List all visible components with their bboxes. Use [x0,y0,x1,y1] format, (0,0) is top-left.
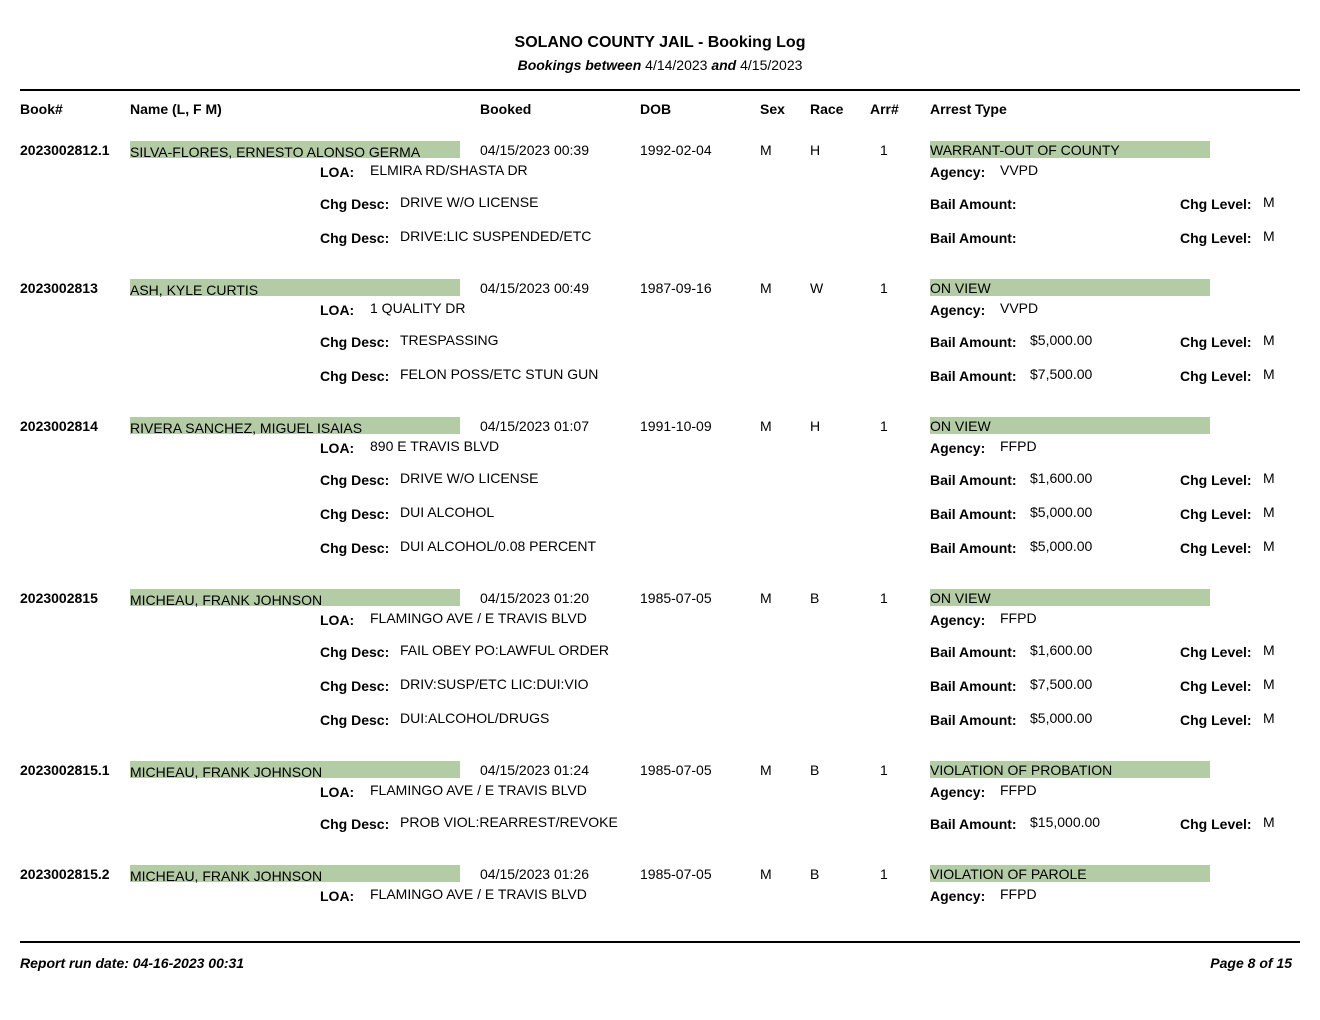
loa-value: FLAMINGO AVE / E TRAVIS BLVD [370,886,587,902]
bail-amount-label: Bail Amount: [930,196,1017,212]
race-value: B [810,866,820,882]
chg-level-label: Chg Level: [1180,816,1252,832]
agency-value: FFPD [1000,782,1037,798]
agency-label: Agency: [930,784,986,800]
agency-label: Agency: [930,302,986,318]
arrest-type: ON VIEW [930,418,991,434]
arrest-type: ON VIEW [930,280,991,296]
chg-level-value: M [1263,814,1275,830]
arrest-count: 1 [880,762,888,778]
bail-amount-label: Bail Amount: [930,540,1017,556]
sex-value: M [760,866,772,882]
arrest-count: 1 [880,590,888,606]
booking-record [0,590,1320,728]
booking-number: 2023002815.1 [20,762,110,778]
race-value: B [810,762,820,778]
page-number: Page 8 of 15 [1210,955,1292,971]
booking-record [0,418,1320,556]
sex-value: M [760,280,772,296]
chg-desc-value: DRIVE W/O LICENSE [400,194,539,210]
arrest-count: 1 [880,418,888,434]
sex-value: M [760,762,772,778]
loa-label: LOA: [320,302,355,318]
chg-desc-label: Chg Desc: [320,540,390,556]
bail-amount-label: Bail Amount: [930,334,1017,350]
bail-amount-value: $5,000.00 [1030,504,1093,520]
chg-level-value: M [1263,504,1275,520]
agency-value: FFPD [1000,886,1037,902]
bail-amount-value: $1,600.00 [1030,642,1093,658]
chg-level-value: M [1263,470,1275,486]
loa-value: 890 E TRAVIS BLVD [370,438,500,454]
chg-desc-label: Chg Desc: [320,230,390,246]
bail-amount-value: $15,000.00 [1030,814,1101,830]
chg-desc-value: FELON POSS/ETC STUN GUN [400,366,599,382]
loa-label: LOA: [320,888,355,904]
date-of-birth: 1985-07-05 [640,590,712,606]
subtitle-prefix: Bookings between [517,57,642,73]
bail-amount-value: $7,500.00 [1030,676,1093,692]
loa-label: LOA: [320,440,355,456]
loa-value: FLAMINGO AVE / E TRAVIS BLVD [370,610,587,626]
booking-number: 2023002812.1 [20,142,110,158]
inmate-name: SILVA-FLORES, ERNESTO ALONSO GERMA [130,144,421,160]
booked-datetime: 04/15/2023 01:20 [480,590,589,606]
chg-desc-label: Chg Desc: [320,712,390,728]
chg-desc-value: PROB VIOL:REARREST/REVOKE [400,814,618,830]
bail-amount-value: $5,000.00 [1030,538,1093,554]
chg-level-label: Chg Level: [1180,334,1252,350]
agency-label: Agency: [930,440,986,456]
chg-desc-value: DUI:ALCOHOL/DRUGS [400,710,550,726]
bail-amount-label: Bail Amount: [930,712,1017,728]
chg-desc-value: FAIL OBEY PO:LAWFUL ORDER [400,642,610,658]
bail-amount-label: Bail Amount: [930,368,1017,384]
chg-desc-value: DUI ALCOHOL [400,504,495,520]
sex-value: M [760,142,772,158]
col-header-sex: Sex [760,101,785,117]
header-rule [20,89,1300,91]
inmate-name: RIVERA SANCHEZ, MIGUEL ISAIAS [130,420,363,436]
sex-value: M [760,418,772,434]
booked-datetime: 04/15/2023 01:07 [480,418,589,434]
chg-desc-label: Chg Desc: [320,816,390,832]
chg-level-value: M [1263,228,1275,244]
chg-desc-value: DRIVE:LIC SUSPENDED/ETC [400,228,592,244]
inmate-name: MICHEAU, FRANK JOHNSON [130,868,323,884]
loa-value: ELMIRA RD/SHASTA DR [370,162,528,178]
chg-desc-label: Chg Desc: [320,506,390,522]
booked-datetime: 04/15/2023 00:39 [480,142,589,158]
booking-record [0,866,1320,904]
arrest-type: WARRANT-OUT OF COUNTY [930,142,1120,158]
chg-level-value: M [1263,538,1275,554]
chg-level-value: M [1263,676,1275,692]
agency-value: FFPD [1000,610,1037,626]
arrest-count: 1 [880,142,888,158]
bail-amount-value: $7,500.00 [1030,366,1093,382]
race-value: H [810,418,821,434]
inmate-name: MICHEAU, FRANK JOHNSON [130,592,323,608]
col-header-book: Book# [20,101,63,117]
inmate-name: MICHEAU, FRANK JOHNSON [130,764,323,780]
agency-value: FFPD [1000,438,1037,454]
col-header-name: Name (L, F M) [130,101,222,117]
chg-desc-label: Chg Desc: [320,334,390,350]
booked-datetime: 04/15/2023 01:26 [480,866,589,882]
chg-level-value: M [1263,194,1275,210]
sex-value: M [760,590,772,606]
arrest-count: 1 [880,280,888,296]
chg-level-value: M [1263,642,1275,658]
chg-level-label: Chg Level: [1180,506,1252,522]
date-of-birth: 1987-09-16 [640,280,712,296]
chg-desc-value: DRIVE W/O LICENSE [400,470,539,486]
arrest-type: ON VIEW [930,590,991,606]
chg-desc-value: DRIV:SUSP/ETC LIC:DUI:VIO [400,676,589,692]
booking-record [0,762,1320,832]
arrest-type: VIOLATION OF PROBATION [930,762,1113,778]
chg-level-label: Chg Level: [1180,472,1252,488]
date-of-birth: 1985-07-05 [640,762,712,778]
report-title: SOLANO COUNTY JAIL - Booking Log [514,34,806,51]
col-header-arrest-type: Arrest Type [930,101,1007,117]
chg-level-label: Chg Level: [1180,230,1252,246]
arrest-count: 1 [880,866,888,882]
date-from: 4/14/2023 [645,57,708,73]
booking-number: 2023002815.2 [20,866,110,882]
subtitle-and: and [711,57,737,73]
loa-value: FLAMINGO AVE / E TRAVIS BLVD [370,782,587,798]
date-of-birth: 1985-07-05 [640,866,712,882]
chg-level-value: M [1263,366,1275,382]
agency-label: Agency: [930,888,986,904]
loa-label: LOA: [320,164,355,180]
chg-level-label: Chg Level: [1180,196,1252,212]
bail-amount-value: $5,000.00 [1030,710,1093,726]
chg-desc-label: Chg Desc: [320,368,390,384]
date-of-birth: 1992-02-04 [640,142,712,158]
booking-record [0,142,1320,246]
booking-number: 2023002815 [20,590,98,606]
loa-label: LOA: [320,612,355,628]
loa-label: LOA: [320,784,355,800]
bail-amount-label: Bail Amount: [930,506,1017,522]
col-header-arr: Arr# [870,101,899,117]
agency-value: VVPD [1000,300,1039,316]
bail-amount-label: Bail Amount: [930,230,1017,246]
report-run-date: Report run date: 04-16-2023 00:31 [20,955,245,971]
col-header-booked: Booked [480,101,532,117]
booking-number: 2023002814 [20,418,98,434]
chg-level-label: Chg Level: [1180,678,1252,694]
chg-level-value: M [1263,710,1275,726]
booked-datetime: 04/15/2023 00:49 [480,280,589,296]
race-value: B [810,590,820,606]
date-to: 4/15/2023 [740,57,803,73]
chg-desc-label: Chg Desc: [320,196,390,212]
chg-desc-label: Chg Desc: [320,678,390,694]
bail-amount-value: $5,000.00 [1030,332,1093,348]
bail-amount-value: $1,600.00 [1030,470,1093,486]
inmate-name: ASH, KYLE CURTIS [130,282,259,298]
chg-level-value: M [1263,332,1275,348]
booking-number: 2023002813 [20,280,98,296]
report-subtitle [0,57,1320,73]
chg-level-label: Chg Level: [1180,540,1252,556]
race-value: W [810,280,824,296]
bail-amount-label: Bail Amount: [930,644,1017,660]
bail-amount-label: Bail Amount: [930,472,1017,488]
col-header-dob: DOB [640,101,672,117]
arrest-type: VIOLATION OF PAROLE [930,866,1087,882]
chg-level-label: Chg Level: [1180,712,1252,728]
agency-label: Agency: [930,612,986,628]
chg-desc-value: TRESPASSING [400,332,499,348]
chg-level-label: Chg Level: [1180,368,1252,384]
date-of-birth: 1991-10-09 [640,418,712,434]
agency-value: VVPD [1000,162,1039,178]
chg-desc-label: Chg Desc: [320,644,390,660]
chg-level-label: Chg Level: [1180,644,1252,660]
loa-value: 1 QUALITY DR [370,300,466,316]
bail-amount-label: Bail Amount: [930,816,1017,832]
bail-amount-label: Bail Amount: [930,678,1017,694]
col-header-race: Race [810,101,844,117]
booking-record [0,280,1320,384]
footer-rule [20,941,1300,943]
agency-label: Agency: [930,164,986,180]
race-value: H [810,142,821,158]
booked-datetime: 04/15/2023 01:24 [480,762,589,778]
chg-desc-label: Chg Desc: [320,472,390,488]
chg-desc-value: DUI ALCOHOL/0.08 PERCENT [400,538,597,554]
